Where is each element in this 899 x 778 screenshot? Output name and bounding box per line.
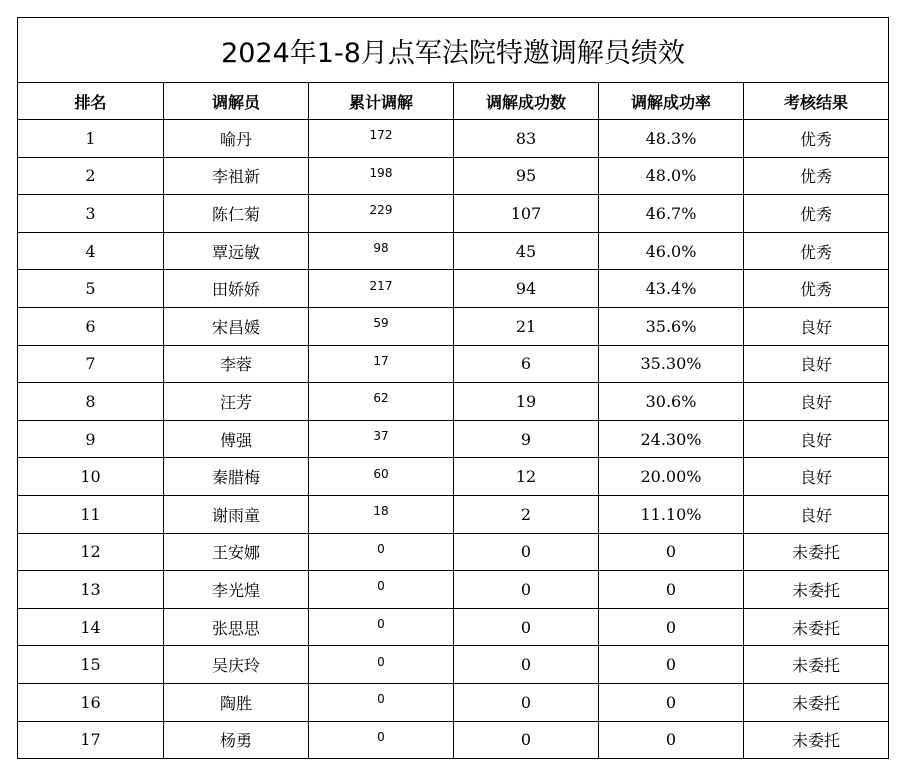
performance-table xyxy=(17,17,889,759)
table-row xyxy=(18,683,889,721)
assessment-cell: 未委托 xyxy=(744,721,889,759)
rank-cell: 12 xyxy=(18,533,164,571)
mediator-name-cell: 喻丹 xyxy=(164,120,309,158)
rank-cell: 13 xyxy=(18,571,164,609)
assessment-cell: 优秀 xyxy=(744,120,889,158)
mediator-name-cell: 张思思 xyxy=(164,608,309,646)
column-header-success-rate: 调解成功率 xyxy=(599,83,744,120)
success-rate-cell: 24.30% xyxy=(599,420,744,458)
success-rate-cell: 43.4% xyxy=(599,270,744,308)
mediator-name-cell: 李光煌 xyxy=(164,571,309,609)
success-count-cell: 0 xyxy=(454,683,599,721)
total-mediations-cell: 0 xyxy=(309,533,454,571)
mediator-name-cell: 秦腊梅 xyxy=(164,458,309,496)
rank-cell: 11 xyxy=(18,495,164,533)
rank-cell: 4 xyxy=(18,232,164,270)
mediator-name-cell: 田娇娇 xyxy=(164,270,309,308)
mediator-name-cell: 吴庆玲 xyxy=(164,646,309,684)
assessment-cell: 良好 xyxy=(744,345,889,383)
column-header-assessment: 考核结果 xyxy=(744,83,889,120)
column-header-total-mediations: 累计调解 xyxy=(309,83,454,120)
table-row xyxy=(18,533,889,571)
mediator-name-cell: 李祖新 xyxy=(164,157,309,195)
total-mediations-cell: 0 xyxy=(309,571,454,609)
table-row xyxy=(18,307,889,345)
rank-cell: 16 xyxy=(18,683,164,721)
table-row xyxy=(18,120,889,158)
rank-cell: 9 xyxy=(18,420,164,458)
success-rate-cell: 0 xyxy=(599,608,744,646)
table-row xyxy=(18,420,889,458)
assessment-cell: 优秀 xyxy=(744,232,889,270)
total-mediations-cell: 217 xyxy=(309,270,454,308)
rank-cell: 6 xyxy=(18,307,164,345)
success-rate-cell: 48.0% xyxy=(599,157,744,195)
rank-cell: 8 xyxy=(18,383,164,421)
success-rate-cell: 0 xyxy=(599,571,744,609)
success-rate-cell: 11.10% xyxy=(599,495,744,533)
table-row xyxy=(18,571,889,609)
assessment-cell: 良好 xyxy=(744,458,889,496)
total-mediations-cell: 18 xyxy=(309,495,454,533)
success-count-cell: 21 xyxy=(454,307,599,345)
total-mediations-cell: 98 xyxy=(309,232,454,270)
success-count-cell: 2 xyxy=(454,495,599,533)
rank-cell: 10 xyxy=(18,458,164,496)
mediator-name-cell: 李蓉 xyxy=(164,345,309,383)
total-mediations-cell: 198 xyxy=(309,157,454,195)
assessment-cell: 良好 xyxy=(744,383,889,421)
table-row xyxy=(18,232,889,270)
table-row xyxy=(18,157,889,195)
success-count-cell: 107 xyxy=(454,195,599,233)
header-row xyxy=(18,83,889,120)
table-body xyxy=(18,120,889,759)
table-title: 2024年1-8月点军法院特邀调解员绩效 xyxy=(18,18,889,83)
success-rate-cell: 35.30% xyxy=(599,345,744,383)
table-row xyxy=(18,721,889,759)
mediator-name-cell: 傅强 xyxy=(164,420,309,458)
assessment-cell: 未委托 xyxy=(744,608,889,646)
rank-cell: 14 xyxy=(18,608,164,646)
mediator-name-cell: 谢雨童 xyxy=(164,495,309,533)
assessment-cell: 未委托 xyxy=(744,571,889,609)
success-count-cell: 0 xyxy=(454,608,599,646)
table-row xyxy=(18,458,889,496)
success-count-cell: 83 xyxy=(454,120,599,158)
success-count-cell: 95 xyxy=(454,157,599,195)
table-row xyxy=(18,383,889,421)
success-rate-cell: 0 xyxy=(599,533,744,571)
success-rate-cell: 46.0% xyxy=(599,232,744,270)
table-row xyxy=(18,270,889,308)
success-rate-cell: 20.00% xyxy=(599,458,744,496)
success-count-cell: 0 xyxy=(454,533,599,571)
column-header-rank: 排名 xyxy=(18,83,164,120)
column-header-mediator: 调解员 xyxy=(164,83,309,120)
table-row xyxy=(18,608,889,646)
mediator-name-cell: 陶胜 xyxy=(164,683,309,721)
mediator-name-cell: 宋昌媛 xyxy=(164,307,309,345)
rank-cell: 3 xyxy=(18,195,164,233)
assessment-cell: 良好 xyxy=(744,307,889,345)
success-count-cell: 0 xyxy=(454,571,599,609)
rank-cell: 7 xyxy=(18,345,164,383)
mediator-name-cell: 覃远敏 xyxy=(164,232,309,270)
total-mediations-cell: 0 xyxy=(309,683,454,721)
assessment-cell: 良好 xyxy=(744,495,889,533)
success-rate-cell: 0 xyxy=(599,646,744,684)
assessment-cell: 优秀 xyxy=(744,157,889,195)
success-count-cell: 94 xyxy=(454,270,599,308)
success-rate-cell: 30.6% xyxy=(599,383,744,421)
total-mediations-cell: 37 xyxy=(309,420,454,458)
mediator-name-cell: 陈仁菊 xyxy=(164,195,309,233)
success-rate-cell: 46.7% xyxy=(599,195,744,233)
success-count-cell: 0 xyxy=(454,721,599,759)
total-mediations-cell: 229 xyxy=(309,195,454,233)
total-mediations-cell: 0 xyxy=(309,721,454,759)
assessment-cell: 未委托 xyxy=(744,646,889,684)
mediator-name-cell: 汪芳 xyxy=(164,383,309,421)
rank-cell: 17 xyxy=(18,721,164,759)
total-mediations-cell: 172 xyxy=(309,120,454,158)
table-row xyxy=(18,495,889,533)
success-count-cell: 6 xyxy=(454,345,599,383)
rank-cell: 15 xyxy=(18,646,164,684)
assessment-cell: 优秀 xyxy=(744,195,889,233)
table-row xyxy=(18,646,889,684)
success-rate-cell: 0 xyxy=(599,683,744,721)
success-rate-cell: 35.6% xyxy=(599,307,744,345)
mediator-name-cell: 杨勇 xyxy=(164,721,309,759)
assessment-cell: 良好 xyxy=(744,420,889,458)
rank-cell: 2 xyxy=(18,157,164,195)
total-mediations-cell: 0 xyxy=(309,608,454,646)
assessment-cell: 未委托 xyxy=(744,533,889,571)
total-mediations-cell: 59 xyxy=(309,307,454,345)
success-count-cell: 19 xyxy=(454,383,599,421)
column-header-success-count: 调解成功数 xyxy=(454,83,599,120)
success-rate-cell: 0 xyxy=(599,721,744,759)
success-count-cell: 12 xyxy=(454,458,599,496)
assessment-cell: 优秀 xyxy=(744,270,889,308)
success-rate-cell: 48.3% xyxy=(599,120,744,158)
mediator-name-cell: 王安娜 xyxy=(164,533,309,571)
total-mediations-cell: 17 xyxy=(309,345,454,383)
total-mediations-cell: 0 xyxy=(309,646,454,684)
assessment-cell: 未委托 xyxy=(744,683,889,721)
table-row xyxy=(18,195,889,233)
rank-cell: 1 xyxy=(18,120,164,158)
total-mediations-cell: 60 xyxy=(309,458,454,496)
rank-cell: 5 xyxy=(18,270,164,308)
success-count-cell: 9 xyxy=(454,420,599,458)
total-mediations-cell: 62 xyxy=(309,383,454,421)
table-row xyxy=(18,345,889,383)
success-count-cell: 0 xyxy=(454,646,599,684)
success-count-cell: 45 xyxy=(454,232,599,270)
